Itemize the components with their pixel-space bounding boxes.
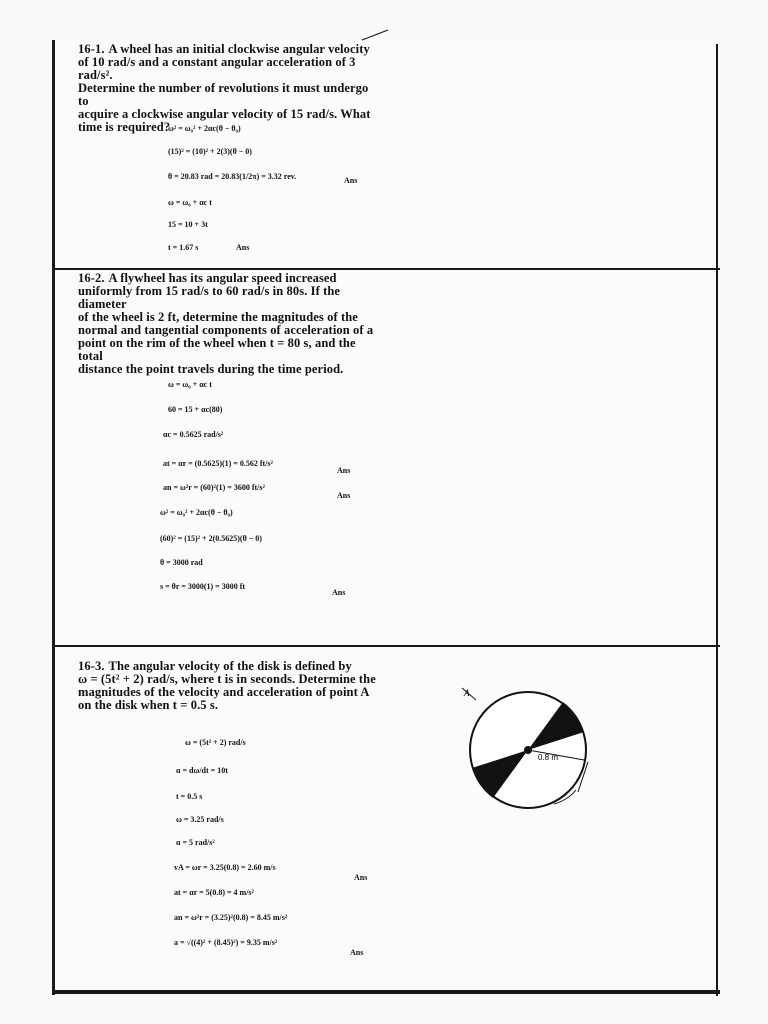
equation: (60)² = (15)² + 2(0.5625)(θ − 0) [160, 534, 262, 543]
problem-16-3-statement [78, 660, 378, 712]
problem-16-1-statement [78, 43, 378, 134]
equation: αc = 0.5625 rad/s² [163, 430, 224, 439]
page-border-bottom [52, 990, 720, 994]
problem-statement-line: acquire a clockwise angular velocity of 15 rad/s. What [78, 107, 371, 121]
equation: ω = 3.25 rad/s [176, 815, 224, 824]
equation: 60 = 15 + αc(80) [168, 405, 223, 414]
problem-statement-line: A wheel has an initial clockwise angular velocity [108, 42, 370, 56]
answer-marker: Ans [236, 243, 250, 252]
problem-16-2-number: 16-2. [78, 271, 105, 285]
disk-diagram [456, 682, 606, 822]
problem-statement-line: ω = (5t² + 2) rad/s, where t is in seconds. Determine the [78, 672, 376, 686]
equation: ω² = ω₀² + 2αc(θ − θ₀) [160, 508, 233, 517]
equation: t = 1.67 s [168, 243, 199, 252]
answer-marker: Ans [337, 466, 351, 475]
equation: s = θr = 3000(1) = 3000 ft [160, 582, 246, 591]
answer-marker: Ans [350, 948, 364, 957]
problem-statement-line: Determine the number of revolutions it must undergo to [78, 81, 369, 108]
problem-statement-line: magnitudes of the velocity and acceleration of point A [78, 685, 370, 699]
problem-16-2-statement [78, 272, 378, 376]
problem-statement-line: uniformly from 15 rad/s to 60 rad/s in 80s. If the diameter [78, 284, 341, 311]
problem-statement-line: of the wheel is 2 ft, determine the magnitudes of the [78, 310, 358, 324]
equation: at = αr = 5(0.8) = 4 m/s² [174, 888, 254, 897]
equation: an = ω²r = (3.25)²(0.8) = 8.45 m/s² [174, 913, 288, 922]
radius-label: 0.8 m [538, 753, 559, 762]
equation: ω² = ω₀² + 2αc(θ − θ₀) [168, 124, 241, 133]
equation: ω = ω₀ + αc t [168, 380, 212, 389]
equation: ω = (5t² + 2) rad/s [185, 738, 246, 747]
equation: θ = 20.83 rad = 20.83(1/2π) = 3.32 rev. [168, 172, 297, 181]
problem-statement-line: point on the rim of the wheel when t = 80 s, and the total [78, 336, 356, 363]
point-a-label: A [464, 688, 470, 698]
equation: (15)² = (10)² + 2(3)(θ − 0) [168, 147, 252, 156]
problem-statement-line: on the disk when t = 0.5 s. [78, 698, 219, 712]
problem-statement-line: distance the point travels during the time period. [78, 362, 344, 376]
equation: vA = ωr = 3.25(0.8) = 2.60 m/s [174, 863, 276, 872]
equation: at = αr = (0.5625)(1) = 0.562 ft/s² [163, 459, 273, 468]
problem-16-3-number: 16-3. [78, 659, 105, 673]
document-page [52, 42, 720, 992]
problem-statement-line: time is required? [78, 120, 171, 134]
equation: ω = ω₀ + αc t [168, 198, 212, 207]
equation: α = 5 rad/s² [176, 838, 215, 847]
equation: α = dω/dt = 10t [176, 766, 228, 775]
equation: 15 = 10 + 3t [168, 220, 208, 229]
equation: an = ω²r = (60)²(1) = 3600 ft/s² [163, 483, 265, 492]
answer-marker: Ans [344, 176, 358, 185]
scan-mark-slash [360, 28, 390, 44]
equation: θ = 3000 rad [160, 558, 203, 567]
problem-statement-line: normal and tangential components of acceleration of a [78, 323, 374, 337]
section-divider-2 [52, 645, 720, 647]
answer-marker: Ans [332, 588, 346, 597]
problem-statement-line: A flywheel has its angular speed increased [108, 271, 337, 285]
problem-16-1-number: 16-1. [78, 42, 105, 56]
answer-marker: Ans [337, 491, 351, 500]
equation: t = 0.5 s [176, 792, 203, 801]
page-border-left [52, 40, 55, 995]
page-border-right [716, 44, 718, 996]
answer-marker: Ans [354, 873, 368, 882]
problem-statement-line: of 10 rad/s and a constant angular acceleration of 3 rad/s². [78, 55, 356, 82]
section-divider-1 [52, 268, 720, 270]
problem-statement-line: The angular velocity of the disk is defined by [108, 659, 352, 673]
equation: a = √((4)² + (8.45)²) = 9.35 m/s² [174, 938, 278, 947]
